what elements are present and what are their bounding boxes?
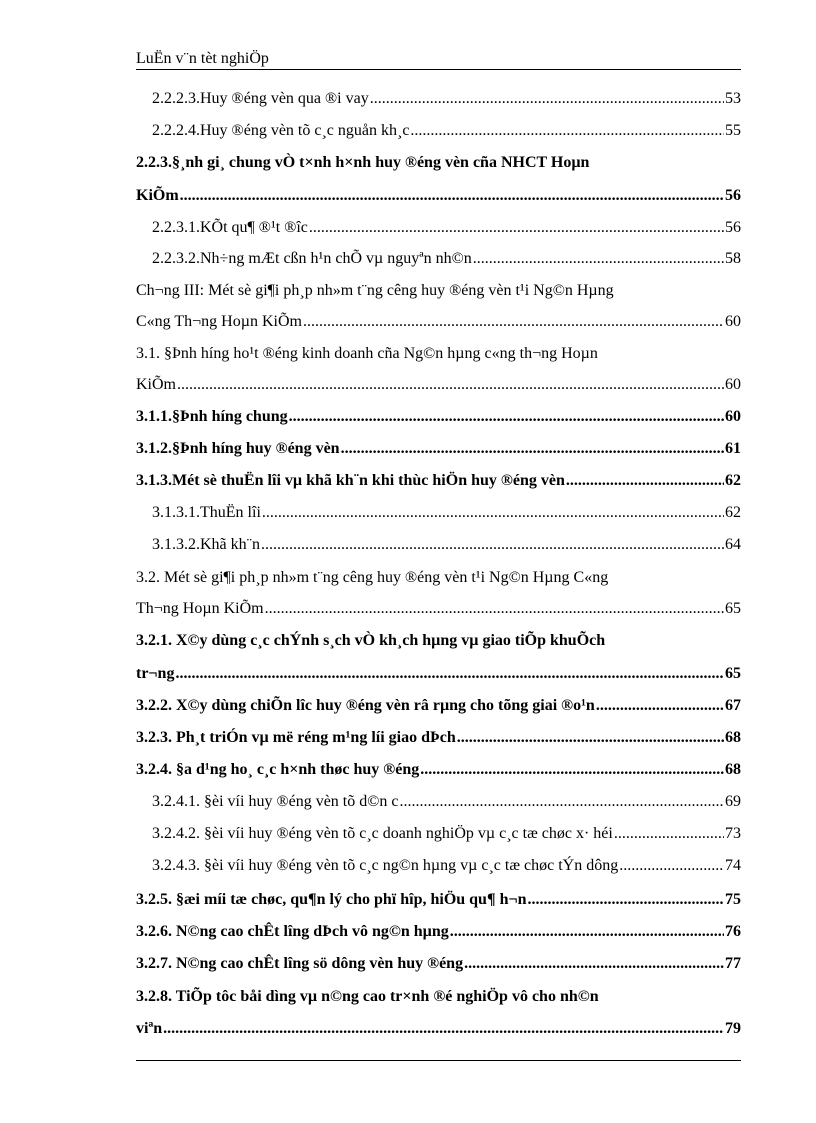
dot-leader xyxy=(265,597,724,621)
toc-entry[interactable] xyxy=(152,533,741,557)
toc-entry[interactable] xyxy=(152,216,741,240)
dot-leader xyxy=(400,790,725,814)
dot-leader xyxy=(420,758,724,782)
toc-entry-text: 2.2.2.3.Huy ®éng vèn qua ®i vay xyxy=(152,90,369,107)
toc-entry-text: 3.2.4.1. §èi víi huy ®éng vèn tõ d©n c xyxy=(152,793,399,810)
dot-leader xyxy=(289,405,724,429)
toc-page-number: 76 xyxy=(725,923,741,940)
toc-page-number: 68 xyxy=(725,729,741,746)
toc-page-number: 53 xyxy=(725,90,741,107)
toc-page-number: 69 xyxy=(725,793,741,810)
toc-entry-text: 2.2.2.4.Huy ®éng vèn tõ c¸c nguån kh¸c xyxy=(152,122,410,139)
toc-entry[interactable] xyxy=(152,854,741,878)
toc-entry-text: 3.2.4.3. §èi víi huy ®éng vèn tõ c¸c ng©n hµng vµ c¸c tæ chøc tÝn dông xyxy=(152,857,619,874)
toc-entry[interactable] xyxy=(152,87,741,111)
dot-leader xyxy=(261,533,724,557)
toc-entry-text: 3.2.7. N©ng cao chÊt lîng sö dông vèn huy ®éng xyxy=(136,955,464,972)
toc-page-number: 65 xyxy=(725,600,741,617)
toc-page-number: 73 xyxy=(725,825,741,842)
toc-entry[interactable] xyxy=(136,184,741,208)
toc-entry[interactable] xyxy=(136,405,741,429)
toc-entry-continuation: Th¬ng Hoµn KiÕm xyxy=(136,600,264,617)
toc-entry-text: 3.2.5. §æi míi tæ chøc, qu¶n lý cho phï hîp, hiÖu qu¶ h¬n xyxy=(136,891,527,908)
toc-page-number: 65 xyxy=(725,665,741,682)
dot-leader xyxy=(163,1017,724,1041)
footer-rule xyxy=(136,1060,741,1061)
toc-entry[interactable] xyxy=(152,119,741,143)
dot-leader xyxy=(341,437,724,461)
toc-entry[interactable] xyxy=(136,694,741,718)
running-header: LuËn v¨n tèt nghiÖp xyxy=(136,50,269,67)
toc-entry[interactable] xyxy=(136,952,741,976)
toc-entry[interactable] xyxy=(152,790,741,814)
toc-entry-text: 3.2.3. Ph¸t triÓn vµ më réng m¹ng líi giao dÞch xyxy=(136,729,456,746)
toc-page-number: 60 xyxy=(725,376,741,393)
dot-leader xyxy=(566,469,724,493)
toc-page-number: 64 xyxy=(725,536,741,553)
dot-leader xyxy=(528,888,724,912)
toc-page-number: 74 xyxy=(725,857,741,874)
toc-entry-text: 3.2.4.2. §èi víi huy ®éng vèn tõ c¸c doanh nghiÖp vµ c¸c tæ chøc x· héi xyxy=(152,825,613,842)
toc-entry-continuation: viªn xyxy=(136,1020,163,1037)
dot-leader xyxy=(619,854,724,878)
toc-entry-text[interactable]: 2.2.3.§¸nh gi¸ chung vÒ t×nh h×nh huy ®éng vèn cña NHCT Hoµn xyxy=(136,154,590,171)
dot-leader xyxy=(180,184,724,208)
toc-entry[interactable] xyxy=(136,726,741,750)
toc-page-number: 77 xyxy=(725,955,741,972)
dot-leader xyxy=(614,822,724,846)
toc-entry[interactable] xyxy=(136,888,741,912)
toc-entry[interactable] xyxy=(136,310,741,334)
toc-entry-text: 3.1.2.§Þnh híng huy ®éng vèn xyxy=(136,440,340,457)
toc-page-number: 79 xyxy=(725,1020,741,1037)
toc-page-number: 58 xyxy=(725,250,741,267)
toc-entry[interactable] xyxy=(136,437,741,461)
header-rule xyxy=(136,69,741,70)
dot-leader xyxy=(177,373,724,397)
toc-entry[interactable] xyxy=(136,469,741,493)
dot-leader xyxy=(457,726,724,750)
toc-entry-continuation: C«ng Th¬ng Hoµn KiÕm xyxy=(136,313,302,330)
toc-entry-text: 3.2.4. §a d¹ng ho¸ c¸c h×nh thøc huy ®éng xyxy=(136,761,420,778)
toc-page-number: 56 xyxy=(725,187,741,204)
toc-entry-text[interactable]: 3.1. §Þnh híng ho¹t ®éng kinh doanh cña Ng©n hµng c«ng th¬ng Hoµn xyxy=(136,345,598,362)
toc-page-number: 56 xyxy=(725,219,741,236)
toc-entry-text: 3.1.3.2.Khã kh¨n xyxy=(152,536,260,553)
toc-entry-continuation: KiÕm xyxy=(136,187,179,204)
toc-entry-text[interactable]: 3.2.1. X©y dùng c¸c chÝnh s¸ch vÒ kh¸ch hµng vµ giao tiÕp khuÕch xyxy=(136,632,606,649)
toc-entry[interactable] xyxy=(136,758,741,782)
dot-leader xyxy=(464,952,724,976)
toc-page-number: 61 xyxy=(725,440,741,457)
toc-page-number: 60 xyxy=(725,408,741,425)
toc-entry-text: 3.1.3.Mét sè thuËn lîi vµ khã kh¨n khi thùc hiÖn huy ®éng vèn xyxy=(136,472,565,489)
toc-entry-continuation: KiÕm xyxy=(136,376,176,393)
toc-page-number: 75 xyxy=(725,891,741,908)
toc-entry[interactable] xyxy=(152,247,741,271)
toc-entry[interactable] xyxy=(136,597,741,621)
toc-entry[interactable] xyxy=(152,501,741,525)
toc-page-number: 55 xyxy=(725,122,741,139)
toc-page-number: 62 xyxy=(725,504,741,521)
toc-page-number: 62 xyxy=(725,472,741,489)
toc-entry[interactable] xyxy=(136,662,741,686)
toc-page-number: 67 xyxy=(725,697,741,714)
dot-leader xyxy=(175,662,724,686)
dot-leader xyxy=(370,87,724,111)
dot-leader xyxy=(473,247,724,271)
dot-leader xyxy=(410,119,724,143)
toc-entry-text: 3.2.2. X©y dùng chiÕn lîc huy ®éng vèn râ rµng cho tõng giai ®o¹n xyxy=(136,697,595,714)
toc-entry-text: 3.2.6. N©ng cao chÊt lîng dÞch vô ng©n hµng xyxy=(136,923,449,940)
toc-entry[interactable] xyxy=(152,822,741,846)
dot-leader xyxy=(303,310,724,334)
toc-entry[interactable] xyxy=(136,373,741,397)
toc-entry-text: 3.1.1.§Þnh híng chung xyxy=(136,408,288,425)
dot-leader xyxy=(596,694,724,718)
toc-page-number: 68 xyxy=(725,761,741,778)
toc-entry-text[interactable]: 3.2.8. TiÕp tôc båi dìng vµ n©ng cao tr×nh ®é nghiÖp vô cho nh©n xyxy=(136,988,599,1005)
dot-leader xyxy=(262,501,724,525)
toc-entry[interactable] xyxy=(136,920,741,944)
dot-leader xyxy=(309,216,724,240)
toc-entry[interactable] xyxy=(136,1017,741,1041)
toc-entry-text: 2.2.3.1.KÕt qu¶ ®¹t ®îc xyxy=(152,219,308,236)
toc-entry-text: 2.2.3.2.Nh÷ng mÆt cßn h¹n chÕ vµ nguyªn nh©n xyxy=(152,250,472,267)
toc-entry-text[interactable]: Ch¬ng III: Mét sè gi¶i ph¸p nh»m t¨ng cêng huy ®éng vèn t¹i Ng©n Hµng xyxy=(136,282,614,299)
toc-entry-text[interactable]: 3.2. Mét sè gi¶i ph¸p nh»m t¨ng cêng huy ®éng vèn t¹i Ng©n Hµng C«ng xyxy=(136,569,609,586)
dot-leader xyxy=(450,920,724,944)
toc-entry-text: 3.1.3.1.ThuËn lîi xyxy=(152,504,261,521)
toc-entry-continuation: tr¬ng xyxy=(136,665,175,682)
toc-page-number: 60 xyxy=(725,313,741,330)
